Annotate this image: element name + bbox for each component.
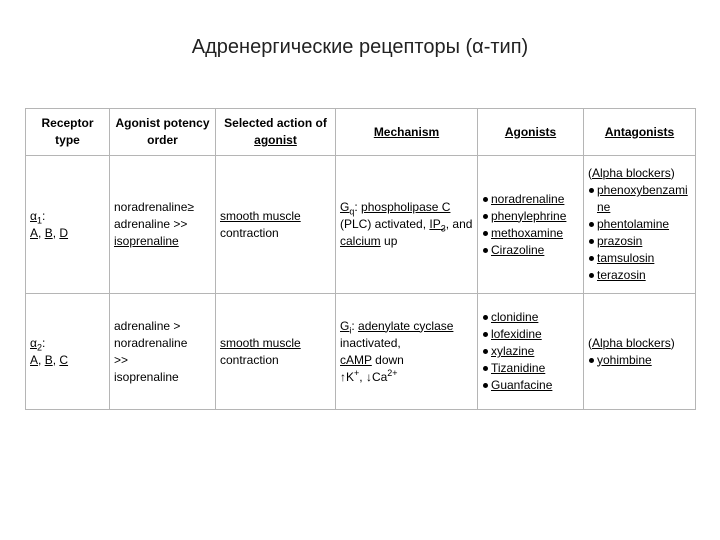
- header-agonists-link[interactable]: Agonists: [504, 124, 557, 139]
- subtype-list: A, B, D: [30, 225, 69, 240]
- calcium-sup: 2+: [387, 367, 398, 378]
- mech-text: (PLC) activated,: [340, 217, 427, 231]
- potency-line: isoprenaline: [114, 369, 179, 384]
- alpha-blockers-link[interactable]: Alpha blockers: [592, 335, 671, 350]
- receptor-separator: :: [41, 335, 46, 350]
- table-row-alpha1: [26, 156, 696, 294]
- potency-line: adrenaline >>: [114, 217, 188, 231]
- mech-and: , and: [445, 217, 473, 231]
- ip-text: IP: [429, 217, 441, 231]
- agonist-link[interactable]: methoxamine: [491, 225, 564, 240]
- mechanism-cell: [336, 156, 478, 294]
- subtype-link[interactable]: A: [30, 225, 39, 240]
- list-item: [588, 233, 691, 250]
- alpha-blockers-note: [588, 335, 691, 352]
- receptor-table: [25, 108, 696, 410]
- header-antagonists: [584, 109, 696, 156]
- paren-close: ): [670, 166, 675, 180]
- paren-close: ): [670, 335, 675, 350]
- antagonist-link[interactable]: tamsulosin: [597, 251, 655, 265]
- list-item: [588, 182, 691, 216]
- calcium-text: , ↓Ca: [359, 369, 388, 384]
- potency-line: noradrenaline≥: [114, 200, 194, 214]
- header-agonist-link[interactable]: agonist: [254, 133, 297, 147]
- list-item: [482, 191, 579, 208]
- potency-cell: [110, 156, 216, 294]
- subtype-link[interactable]: B: [44, 352, 53, 367]
- potassium-text: ↑K: [340, 369, 355, 384]
- alpha-symbol[interactable]: α: [30, 335, 37, 350]
- header-mechanism-link[interactable]: Mechanism: [373, 124, 440, 139]
- receptor-subscript: 1: [36, 214, 42, 225]
- list-item: [482, 309, 579, 326]
- header-selected-action: [216, 109, 336, 156]
- agonists-cell: [478, 294, 584, 410]
- page-title: Адренергические рецепторы (α-тип): [191, 36, 529, 58]
- antagonist-link[interactable]: phentolamine: [597, 217, 670, 231]
- receptor-label: [30, 208, 105, 225]
- receptor-type-cell: [26, 294, 110, 410]
- smooth-muscle-link[interactable]: smooth muscle: [220, 208, 301, 223]
- header-receptor-type: Receptor type: [26, 109, 110, 156]
- mechanism-cell: [336, 294, 478, 410]
- agonist-link[interactable]: Guanfacine: [491, 378, 553, 392]
- list-item: [482, 208, 579, 225]
- phospholipase-link[interactable]: phospholipase C: [361, 200, 451, 214]
- list-item: [482, 360, 579, 377]
- ip3-link[interactable]: [429, 217, 446, 234]
- adenylate-link[interactable]: adenylate cyclase: [358, 318, 454, 333]
- mech-text: inactivated,: [340, 335, 401, 350]
- antagonist-list: [588, 182, 691, 284]
- subtype-list: A, B, C: [30, 352, 69, 367]
- agonist-link[interactable]: clonidine: [491, 310, 539, 324]
- subtype-link[interactable]: A: [30, 352, 39, 367]
- antagonist-link[interactable]: phenoxybenzamine: [597, 183, 688, 214]
- mech-down: down: [375, 352, 404, 367]
- potassium-sup: +: [354, 367, 360, 378]
- action-text: contraction: [220, 352, 279, 367]
- action-cell: [216, 294, 336, 410]
- subtype-link[interactable]: B: [44, 225, 53, 240]
- alpha-symbol[interactable]: α: [30, 208, 37, 223]
- mech-colon: :: [354, 200, 358, 214]
- header-agonists: [478, 109, 584, 156]
- alpha-blockers-link[interactable]: Alpha blockers: [592, 166, 671, 180]
- agonist-list: [482, 191, 579, 259]
- potency-line-link[interactable]: isoprenaline: [114, 234, 179, 248]
- paren-open: (: [588, 335, 592, 350]
- header-mechanism: [336, 109, 478, 156]
- antagonist-link[interactable]: prazosin: [597, 234, 643, 248]
- potency-line: >>: [114, 352, 129, 367]
- g-protein-link[interactable]: [340, 200, 355, 217]
- potency-cell: [110, 294, 216, 410]
- header-antagonists-link[interactable]: Antagonists: [604, 124, 675, 139]
- alpha-blockers-note: [588, 165, 691, 182]
- list-item: [482, 377, 579, 394]
- antagonists-cell: [584, 156, 696, 294]
- receptor-label: [30, 335, 105, 352]
- header-selected-action-text: Selected action of: [224, 116, 327, 130]
- header-agonist-potency: Agonist potency order: [110, 109, 216, 156]
- agonists-cell: [478, 156, 584, 294]
- mech-up: up: [384, 234, 398, 248]
- antagonists-cell: [584, 294, 696, 410]
- g-protein-letter: G: [340, 318, 350, 333]
- smooth-muscle-link[interactable]: smooth muscle: [220, 335, 301, 350]
- agonist-link[interactable]: phenylephrine: [491, 208, 567, 223]
- list-item: [482, 225, 579, 242]
- receptor-separator: :: [41, 208, 46, 223]
- ip-subscript: 3: [440, 223, 446, 234]
- g-protein-link[interactable]: [340, 319, 351, 333]
- list-item: [482, 242, 579, 259]
- potency-line: adrenaline >: [114, 318, 181, 333]
- agonist-link[interactable]: Tizanidine: [491, 361, 546, 375]
- agonist-link[interactable]: noradrenaline: [491, 191, 565, 206]
- antagonist-link[interactable]: terazosin: [597, 268, 646, 282]
- camp-link[interactable]: cAMP: [340, 352, 372, 367]
- receptor-type-cell: [26, 156, 110, 294]
- potency-line: noradrenaline: [114, 335, 188, 350]
- mech-colon: :: [351, 318, 355, 333]
- g-protein-subscript: i: [349, 324, 352, 335]
- list-item: [482, 326, 579, 343]
- g-protein-letter: G: [340, 200, 350, 214]
- paren-open: (: [588, 166, 592, 180]
- agonist-list: [482, 309, 579, 394]
- list-item: [588, 267, 691, 284]
- header-row: [26, 109, 696, 156]
- g-protein-subscript: q: [349, 206, 355, 217]
- action-cell: [216, 156, 336, 294]
- list-item: [588, 250, 691, 267]
- list-item: [482, 343, 579, 360]
- subtype-link[interactable]: C: [59, 352, 69, 367]
- antagonist-link[interactable]: yohimbine: [597, 352, 652, 367]
- calcium-link[interactable]: calcium: [340, 234, 381, 248]
- antagonist-list: [588, 352, 691, 369]
- subtype-link[interactable]: D: [59, 225, 69, 240]
- action-text: contraction: [220, 225, 279, 240]
- ion-line: [340, 369, 473, 386]
- list-item: [588, 216, 691, 233]
- list-item: [588, 352, 691, 369]
- receptor-subscript: 2: [36, 341, 42, 352]
- agonist-link[interactable]: lofexidine: [491, 327, 542, 341]
- table-row-alpha2: [26, 294, 696, 410]
- agonist-link[interactable]: Cirazoline: [491, 242, 545, 257]
- agonist-link[interactable]: xylazine: [491, 344, 535, 358]
